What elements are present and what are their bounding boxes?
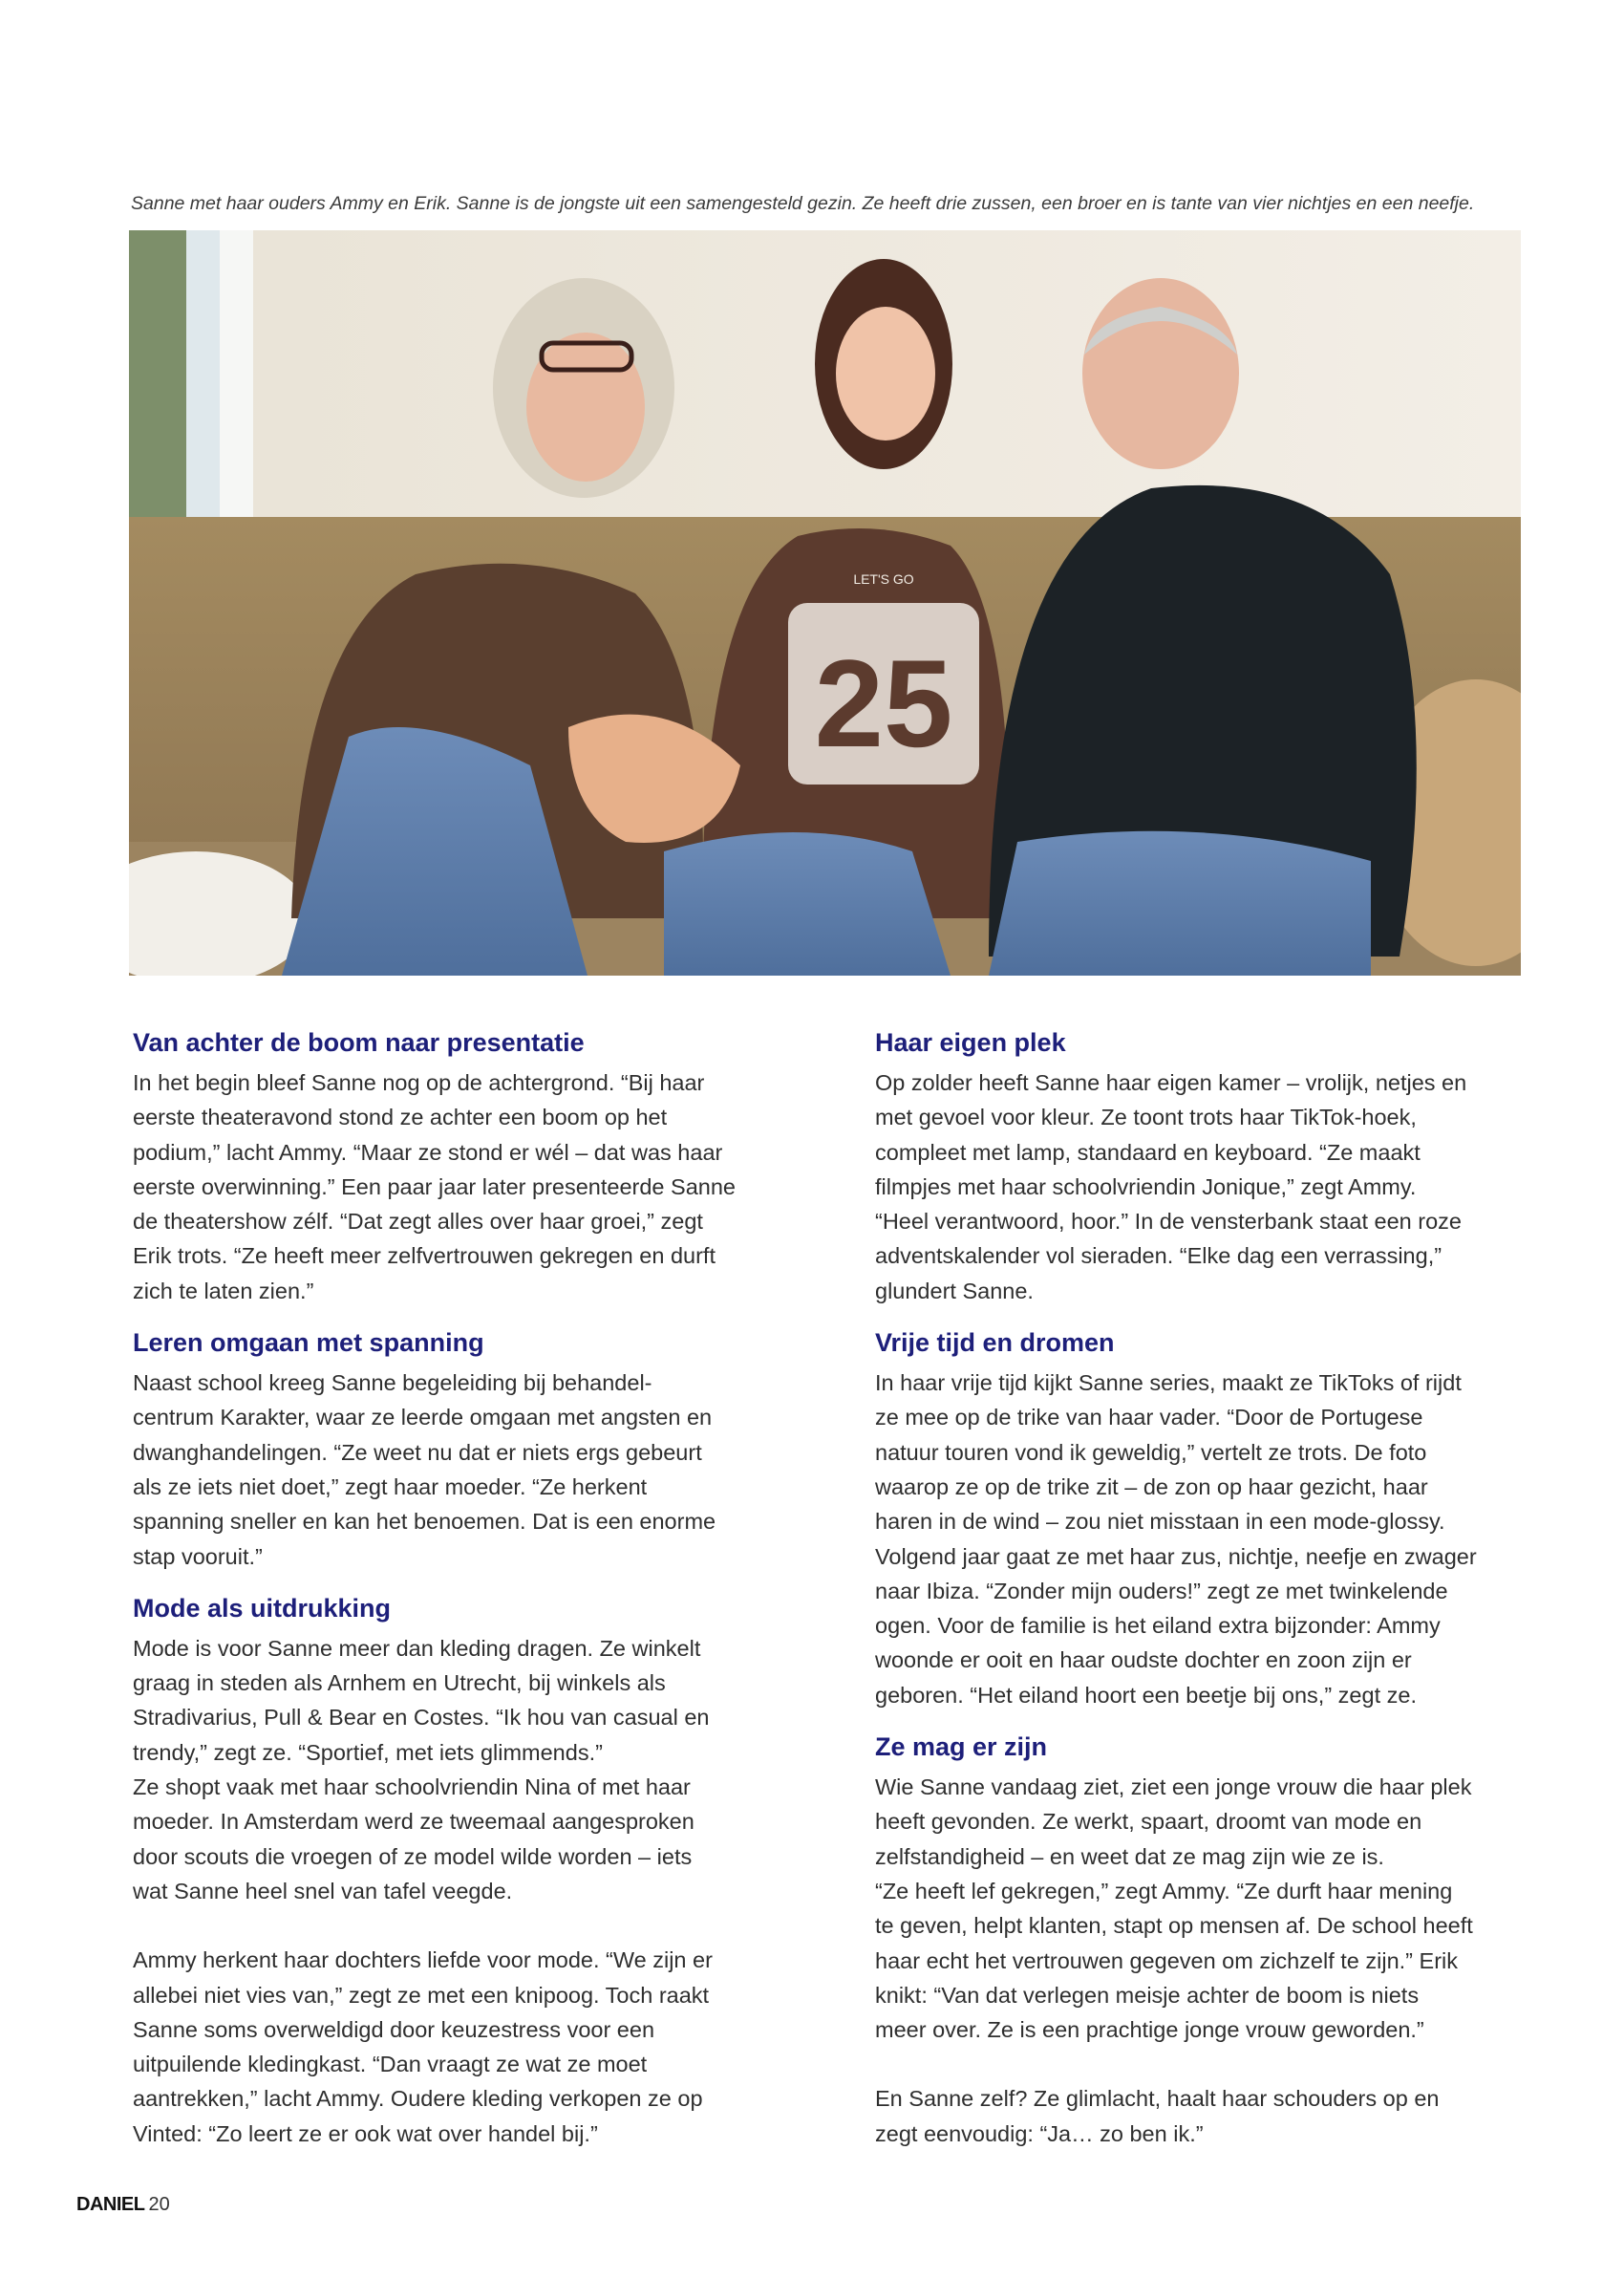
section-body: In het begin bleef Sanne nog op de achtergrond. “Bij haar eerste theateravond stond ze achter een boom op het podium,” lacht Ammy. “Maar ze stond er wél – dat was haar eerste overwinning.” Een paar jaar later presenteerde Sanne de theatershow zélf. “Dat zegt alles over haar groei,” zegt Erik trots. “Ze heeft meer zelfvertrouwen gekregen en durft zich te laten zien.” bbox=[133, 1070, 736, 1303]
section-vrije-tijd bbox=[875, 1327, 1515, 1712]
section-van-achter-de-boom bbox=[133, 1027, 773, 1308]
section-body: Op zolder heeft Sanne haar eigen kamer – vrolijk, netjes en met gevoel voor kleur. Ze toont trots haar TikTok-hoek, compleet met lamp, standaard en keyboard. “Ze maakt filmpjes met haar schoolvriendin Jonique,” zegt Ammy. “Heel verantwoord, hoor.” In de vensterbank staat een roze adventskalender vol sieraden. “Elke dag een verrassing,” glundert Sanne. bbox=[875, 1070, 1467, 1303]
left-column bbox=[133, 1027, 773, 2170]
family-photo bbox=[129, 230, 1521, 976]
section-haar-eigen-plek bbox=[875, 1027, 1515, 1308]
page-number: 20 bbox=[148, 2194, 170, 2215]
section-heading: Van achter de boom naar presentatie bbox=[133, 1028, 585, 1057]
section-heading: Haar eigen plek bbox=[875, 1028, 1066, 1057]
magazine-logo: DANIEL bbox=[76, 2194, 145, 2215]
section-leren-omgaan bbox=[133, 1327, 773, 1574]
jersey-text: LET'S GO bbox=[853, 571, 914, 587]
right-column bbox=[875, 1027, 1515, 2170]
section-body-continued: Ammy herkent haar dochters liefde voor mode. “We zijn er allebei niet vies van,” zegt ze met een knipoog. Toch raakt Sanne soms overweldigd door keuzestress voor een uitpuilende kledingkast. “Dan vraagt ze wat ze moet aantrekken,” lacht Ammy. Oudere kleding verkopen ze op Vinted: “Zo leert ze er ook wat over handel bij.” bbox=[133, 1947, 713, 2146]
photo-caption: Sanne met haar ouders Ammy en Erik. Sanne is de jongste uit een samengesteld gezin. Ze heeft drie zussen, een broer en is tante van vier nichtjes en een neefje. bbox=[131, 193, 1475, 214]
section-body: Mode is voor Sanne meer dan kleding dragen. Ze winkelt graag in steden als Arnhem en Utrecht, bij winkels als Stradivarius, Pull & Bear en Costes. “Ik hou van casual en trendy,” zegt ze. “Sportief, met iets glimmends.” Ze shopt vaak met haar schoolvriendin Nina of met haar moeder. In Amsterdam werd ze tweemaal aangesproken door scouts die vroegen of ze model wilde worden – iets wat Sanne heel snel van tafel veegde. bbox=[133, 1635, 710, 1903]
section-heading: Ze mag er zijn bbox=[875, 1732, 1048, 1762]
page-footer bbox=[76, 2194, 170, 2216]
section-heading: Leren omgaan met spanning bbox=[133, 1328, 484, 1358]
jersey-number: 25 bbox=[814, 634, 953, 773]
section-body-continued: En Sanne zelf? Ze glimlacht, haalt haar schouders op en zegt eenvoudig: “Ja… zo ben ik.” bbox=[875, 2086, 1440, 2146]
section-ze-mag-er-zijn bbox=[875, 1731, 1515, 2151]
section-body: Naast school kreeg Sanne begeleiding bij behandel- centrum Karakter, waar ze leerde omgaan met angsten en dwanghandelingen. “Ze weet nu dat er niets ergs gebeurt als ze iets niet doet,” zegt haar moeder. “Ze herkent spanning sneller en kan het benoemen. Dat is een enorme stap vooruit.” bbox=[133, 1370, 716, 1569]
section-heading: Vrije tijd en dromen bbox=[875, 1328, 1115, 1358]
section-mode bbox=[133, 1593, 773, 2151]
section-heading: Mode als uitdrukking bbox=[133, 1593, 392, 1623]
family-photo-illustration bbox=[129, 230, 1521, 976]
section-body: In haar vrije tijd kijkt Sanne series, maakt ze TikToks of rijdt ze mee op de trike van haar vader. “Door de Portugese natuur touren vond ik geweldig,” vertelt ze trots. De foto waarop ze op de trike zit – de zon op haar gezicht, haar haren in de wind – zou niet misstaan in een mode-glossy. Volgend jaar gaat ze met haar zus, nichtje, neefje en zwager naar Ibiza. “Zonder mijn ouders!” zegt ze met twinkelende ogen. Voor de familie is het eiland extra bijzonder: Ammy woonde er ooit en haar oudste dochter en zoon zijn er geboren. “Het eiland hoort een beetje bij ons,” zegt ze. bbox=[875, 1370, 1477, 1708]
section-body: Wie Sanne vandaag ziet, ziet een jonge vrouw die haar plek heeft gevonden. Ze werkt, spaart, droomt van mode en zelfstandigheid – en weet dat ze mag zijn wie ze is. “Ze heeft lef gekregen,” zegt Ammy. “Ze durft haar mening te geven, helpt klanten, stapt op mensen af. De school heeft haar echt het vertrouwen gegeven om zichzelf te zijn.” Erik knikt: “Van dat verlegen meisje achter de boom is niets meer over. Ze is een prachtige jonge vrouw geworden.” bbox=[875, 1774, 1473, 2043]
